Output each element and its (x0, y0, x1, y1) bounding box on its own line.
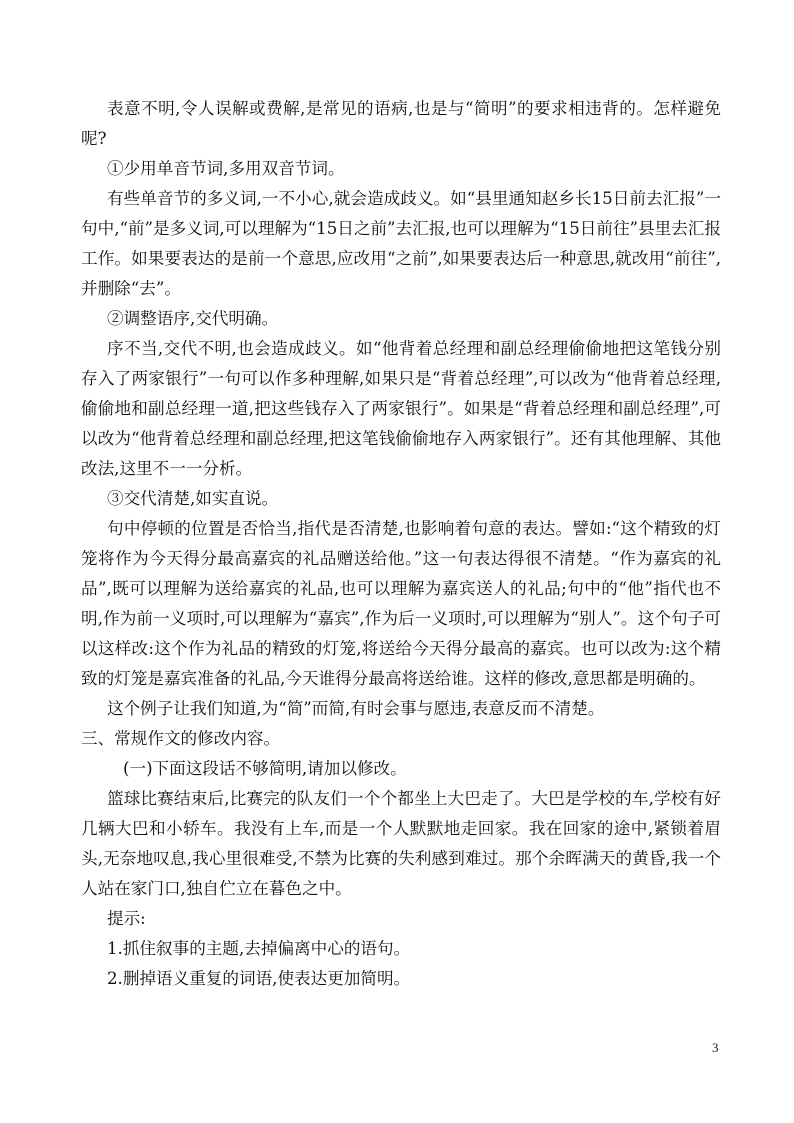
exercise-passage: 篮球比赛结束后,比赛完的队友们一个个都坐上大巴走了。大巴是学校的车,学校有好几辆大巴和小轿车。我没有上车,而是一个人默默地走回家。我在回家的途中,紧锁着眉头,无奈地叹息,我心里很难受,不禁为比赛的失利感到难过。那个余晖满天的黄昏,我一个人站在家门口,独自伫立在暮色之中。 (81, 789, 721, 898)
paragraph-point-3: 句中停顿的位置是否恰当,指代是否清楚,也影响着句意的表达。譬如:“这个精致的灯笼将作为今天得分最高嘉宾的礼品赠送给他。”这一句表达得很不清楚。“作为嘉宾的礼品”,既可以理解为送给嘉宾的礼品,也可以理解为嘉宾送人的礼品;句中的“他”指代也不明,作为前一义项时,可以理解为“嘉宾”,作为后一义项时,可以理解为“别人”。这个句子可以这样改:这个作为礼品的精致的灯笼,将送给今天得分最高的嘉宾。也可以改为:这个精致的灯笼是嘉宾准备的礼品,今天谁得分最高将送给谁。这样的修改,意思都是明确的。 (81, 519, 721, 688)
paragraph-conclusion: 这个例子让我们知道,为“简”而简,有时会事与愿违,表意反而不清楚。 (107, 699, 605, 718)
hint-label: 提示: (107, 909, 146, 928)
heading-point-3: ③交代清楚,如实直说。 (107, 489, 279, 508)
hint-item-2: 2.删掉语义重复的词语,使表达更加简明。 (107, 969, 411, 988)
page-number: 3 (712, 1040, 719, 1055)
section-heading-three: 三、常规作文的修改内容。 (81, 729, 281, 748)
exercise-heading: (一)下面这段话不够简明,请加以修改。 (123, 759, 407, 778)
hint-item-1: 1.抓住叙事的主题,去掉偏离中心的语句。 (107, 939, 411, 958)
document-body (81, 94, 721, 994)
paragraph-point-1: 有些单音节的多义词,一不小心,就会造成歧义。如“县里通知赵乡长15日前去汇报”一句中,“前”是多义词,可以理解为“15日之前”去汇报,也可以理解为“15日前往”县里去汇报工作。如果要表达的是前一个意思,应改用“之前”,如果要表达后一种意思,就改用“前往”,并删除“去”。 (81, 189, 721, 298)
paragraph-intro: 表意不明,令人误解或费解,是常见的语病,也是与“简明”的要求相违背的。怎样避免呢? (81, 99, 721, 148)
paragraph-point-2: 序不当,交代不明,也会造成歧义。如“他背着总经理和副总经理偷偷地把这笔钱分别存入了两家银行”一句可以作多种理解,如果只是“背着总经理”,可以改为“他背着总经理,偷偷地和副总经理一道,把这些钱存入了两家银行”。如果是“背着总经理和副总经理”,可以改为“他背着总经理和副总经理,把这笔钱偷偷地存入两家银行”。还有其他理解、其他改法,这里不一一分析。 (81, 339, 721, 478)
heading-point-2: ②调整语序,交代明确。 (107, 309, 279, 328)
heading-point-1: ①少用单音节词,多用双音节词。 (107, 159, 345, 178)
